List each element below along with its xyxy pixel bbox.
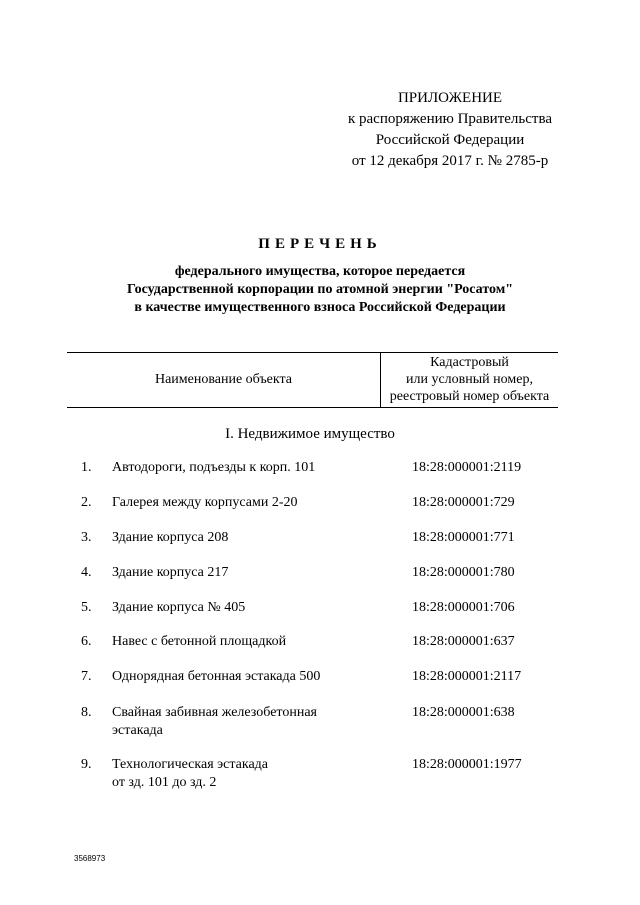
row-cadastral-number: 18:28:000001:2119 bbox=[412, 460, 522, 475]
row-object-name bbox=[112, 756, 402, 792]
row-number: 6. bbox=[81, 634, 92, 649]
row-cadastral-number: 18:28:000001:2117 bbox=[412, 669, 522, 684]
section-title: I. Недвижимое имущество bbox=[225, 426, 395, 442]
row-number: 7. bbox=[81, 669, 92, 684]
header-cadastral-number bbox=[381, 354, 558, 405]
appendix-block bbox=[330, 88, 570, 172]
row-number: 5. bbox=[81, 600, 92, 615]
row-number: 2. bbox=[81, 495, 92, 510]
header-object-name: Наименование объекта bbox=[154, 372, 293, 387]
row-object-name bbox=[112, 668, 402, 686]
row-cadastral-number: 18:28:000001:706 bbox=[412, 600, 515, 615]
header-line: реестровый номер объекта bbox=[389, 389, 550, 404]
row-number: 9. bbox=[81, 757, 92, 772]
footer-code: 3568973 bbox=[74, 854, 106, 863]
row-name-line: Технологическая эстакада bbox=[112, 757, 269, 772]
row-name-line: Однорядная бетонная эстакада 500 bbox=[112, 669, 321, 684]
appendix-line: к распоряжению Правительства bbox=[347, 111, 552, 127]
row-name-line: Здание корпуса 208 bbox=[112, 530, 229, 545]
row-cadastral-number: 18:28:000001:1977 bbox=[412, 757, 522, 772]
row-name-line: Свайная забивная железобетонная bbox=[112, 705, 317, 720]
row-cadastral-number: 18:28:000001:771 bbox=[412, 530, 515, 545]
row-object-name bbox=[112, 564, 402, 582]
row-object-name bbox=[112, 633, 402, 651]
row-cadastral-number: 18:28:000001:780 bbox=[412, 565, 515, 580]
subtitle-line: федерального имущества, которое передается bbox=[174, 264, 466, 279]
row-object-name bbox=[112, 459, 402, 477]
row-name-line: Здание корпуса 217 bbox=[112, 565, 229, 580]
row-number: 3. bbox=[81, 530, 92, 545]
appendix-date: от 12 декабря 2017 г. № 2785-р bbox=[351, 153, 549, 169]
row-name-line: Здание корпуса № 405 bbox=[112, 600, 246, 615]
document-subtitle bbox=[0, 263, 640, 317]
row-cadastral-number: 18:28:000001:638 bbox=[412, 705, 515, 720]
row-object-name bbox=[112, 529, 402, 547]
row-name-line: Галерея между корпусами 2-20 bbox=[112, 495, 298, 510]
appendix-line: Российской Федерации bbox=[375, 132, 525, 148]
row-cadastral-number: 18:28:000001:729 bbox=[412, 495, 515, 510]
row-object-name bbox=[112, 494, 402, 512]
row-object-name bbox=[112, 704, 402, 740]
table-header bbox=[67, 352, 558, 408]
header-line: или условный номер, bbox=[406, 372, 533, 387]
document-title: ПЕРЕЧЕНЬ bbox=[258, 236, 382, 252]
row-name-line: Навес с бетонной площадкой bbox=[112, 634, 287, 649]
row-name-line: Автодороги, подъезды к корп. 101 bbox=[112, 460, 316, 475]
row-number: 8. bbox=[81, 705, 92, 720]
row-cadastral-number: 18:28:000001:637 bbox=[412, 634, 515, 649]
row-name-line: эстакада bbox=[112, 723, 163, 738]
subtitle-line: в качестве имущественного взноса Российской Федерации bbox=[134, 300, 506, 315]
subtitle-line: Государственной корпорации по атомной энергии "Росатом" bbox=[126, 282, 514, 297]
row-object-name bbox=[112, 599, 402, 617]
appendix-title: ПРИЛОЖЕНИЕ bbox=[397, 90, 503, 106]
header-line: Кадастровый bbox=[430, 355, 509, 370]
row-name-line: от зд. 101 до зд. 2 bbox=[112, 775, 217, 790]
row-number: 4. bbox=[81, 565, 92, 580]
row-number: 1. bbox=[81, 460, 92, 475]
